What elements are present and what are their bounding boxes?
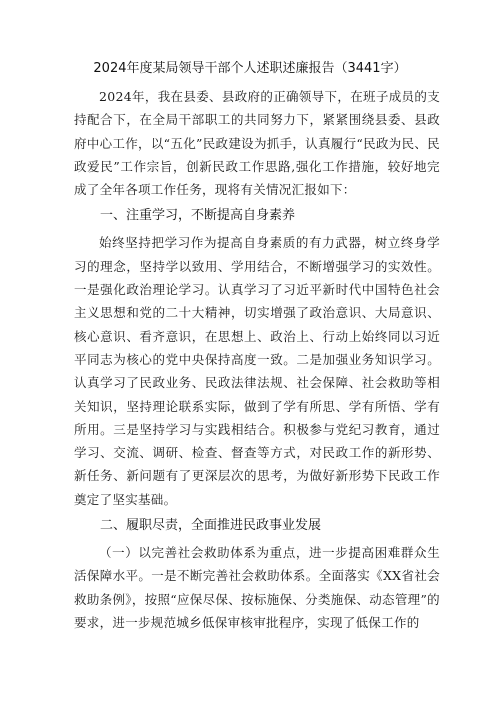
intro-paragraph: 2024年，我在县委、县政府的正确领导下，在班子成员的支持配合下，在全局干部职工的共同努力下，紧紧围绕县委、县政府中心工作，以“五化”民政建设为抓手，认真履行“民政为民、民政爱民”工作宗旨，创新民政工作思路,强化工作措施，较好地完成了全年各项工作任务，现将有关情况汇报如下： [74,89,440,198]
section-2-heading: 二、履职尽责，全面推进民政事业发展 [100,518,322,534]
section-1-paragraph: 始终坚持把学习作为提高自身素质的有力武器，树立终身学习的理念，坚持学以致用、学用结合，不断增强学习的实效性。一是强化政治理论学习。认真学习了习近平新时代中国特色社会主义思想和党的二十大精神，切实增强了政治意识、大局意识、核心意识、看齐意识，在思想上、政治上、行动上始终同以习近平同志为核心的党中央保持高度一致。二是加强业务知识学习。认真学习了民政业务、民政法律法规、社会保障、社会救助等相关知识，坚持理论联系实际，做到了学有所思、学有所悟、学有所用。三是坚持学习与实践相结合。积极参与党纪习教育，通过学习、交流、调研、检查、督查等方式，对民政工作的新形势、新任务、新问题有了更深层次的思考，为做好新形势下民政工作奠定了坚实基础。 [74,235,440,507]
section-1-heading: 一、注重学习，不断提高自身素养 [100,208,296,224]
document-body [74,85,440,634]
section-2-paragraph: （一）以完善社会救助体系为重点，进一步提高困难群众生活保障水平。一是不断完善社会救助体系。全面落实《XX省社会救助条例》，按照“应保尽保、按标施保、分类施保、动态管理”的要求，进一步规范城乡低保审核审批程序，实现了低保工作的 [74,545,440,630]
document-title: 2024年度某局领导干部个人述职述廉报告（3441字） [93,61,407,76]
